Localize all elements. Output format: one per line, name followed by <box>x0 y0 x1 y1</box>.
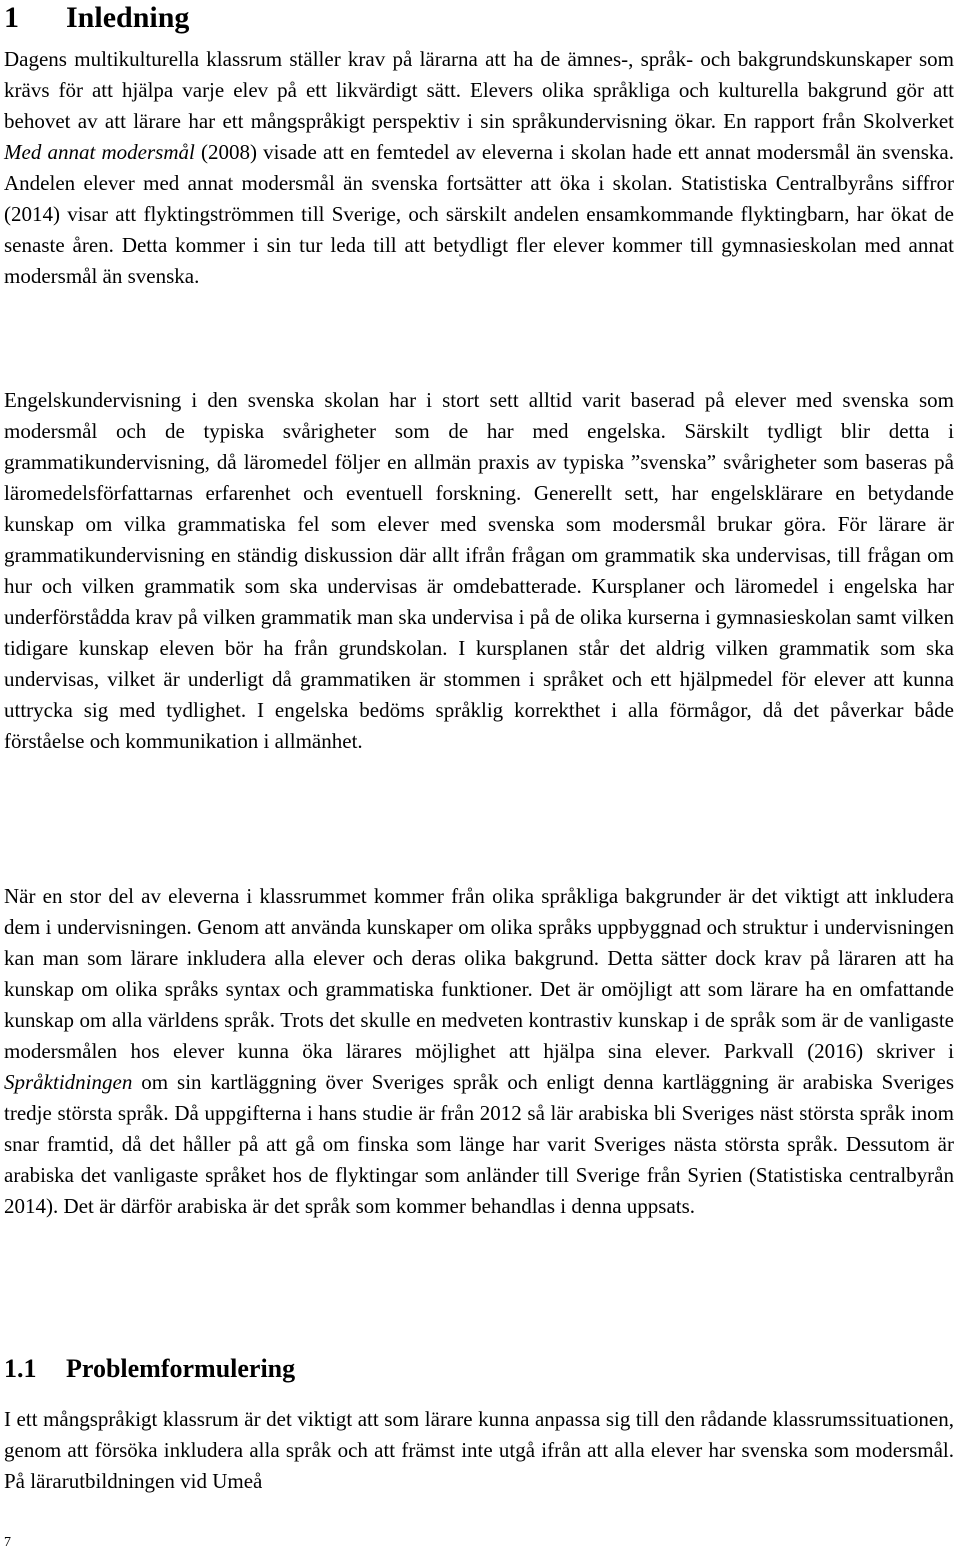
section-title: Inledning <box>66 1 190 34</box>
paragraph-text-run: Engelskundervisning i den svenska skolan har i stort sett alltid varit baserad på elever med svenska som modersmål och de typiska svårigheter som de har med engelska. Särskilt tydligt blir detta i grammatikundervisning, då läromedel följer en allmän praxis av typiska ”svenska” svårigheter som baseras på läromedelsförfattarnas erfarenhet och eventuell forskning. Generellt sett, har engelsklärare en betydande kunskap om vilka grammatiska fel som elever med svenska som modersmål brukar göra. För lärare är grammatikundervisning en ständig diskussion där allt ifrån frågan om grammatik ska undervisas, till frågan om hur och vilken grammatik som ska undervisas är omdebatterade. Kursplaner och läromedel i engelska har underförstådda krav på vilken grammatik man ska undervisa i på de olika kurserna i gymnasieskolan samt vilken tidigare kunskap eleven bör ha från grundskolan. I kursplanen står det aldrig vilken grammatik som ska undervisas, vilket är underligt då grammatiken är stommen i språket och ett hjälpmedel för elever att kunna uttrycka sig med tydlighet. I engelska bedöms språklig korrekthet i alla förmågor, då det påverkar både förståelse och kommunikation i allmänhet. <box>4 388 954 753</box>
paragraph-problemformulering: I ett mångspråkigt klassrum är det viktigt att som lärare kunna anpassa sig till den rådande klassrumssituationen, genom att försöka inkludera alla språk och att främst inte utgå ifrån att alla elever har svenska som modersmål. På lärarutbildningen vid Umeå <box>4 1407 954 1493</box>
subsection-number: 1.1 <box>4 1354 37 1383</box>
section-number: 1 <box>4 1 19 34</box>
paragraph-text-run: (2008) visade att en femtedel av eleverna i skolan hade ett annat modersmål än svenska. Andelen elever med annat modersmål än svenska fortsätter att öka i skolan. Statistiska Centralbyråns siffror (2014) visar att flyktingströmmen till Sverige, och särskilt andelen ensamkommande flyktingbarn, har ökat de senaste åren. Detta kommer i sin tur leda till att betydligt fler elever kommer till gymnasieskolan med annat modersmål än svenska. <box>4 140 954 288</box>
subsection-heading <box>4 1353 295 1385</box>
italic-title-text: Med annat modersmål <box>4 140 195 164</box>
paragraph-text-run: När en stor del av eleverna i klassrummet kommer från olika språkliga bakgrunder är det viktigt att inkludera dem i undervisningen. Genom att använda kunskaper om olika språks uppbyggnad och struktur i undervisningen kan man som lärare inkludera alla elever och deras olika bakgrund. Detta sätter dock krav på läraren att ha kunskap om olika språks syntax och grammatiska funktioner. Det är omöjligt att som lärare ha en omfattande kunskap om alla världens språk. Trots det skulle en medveten kontrastiv kunskap i de språk som är de vanligaste modersmålen hos elever kunna öka lärares möjlighet att hjälpa sina elever. Parkvall (2016) skriver i <box>4 884 954 1063</box>
page-number: 7 <box>4 1535 11 1550</box>
paragraph-1 <box>4 44 954 292</box>
paragraph-text-run: om sin kartläggning över Sveriges språk och enligt denna kartläggning är arabiska Sveriges tredje största språk. Då uppgifterna i hans studie är från 2012 så lär arabiska bli Sveriges näst största språk inom snar framtid, då det håller på att gå om finska som länge har varit Sveriges nästa största språk. Dessutom är arabiska det vanligaste språket hos de flyktingar som anländer till Sverige från Syrien (Statistiska centralbyrån 2014). Det är därför arabiska är det språk som kommer behandlas i denna uppsats. <box>4 1070 954 1218</box>
subsection-title: Problemformulering <box>66 1354 296 1383</box>
section-heading <box>4 0 189 36</box>
paragraph-text-run: Dagens multikulturella klassrum ställer krav på lärarna att ha de ämnes-, språk- och bakgrundskunskaper som krävs för att hjälpa varje elev på ett likvärdigt sätt. Elevers olika språkliga och kulturella bakgrund gör att behovet av att lärare har ett mångspråkigt perspektiv i sin språkundervisning ökar. En rapport från Skolverket <box>4 47 954 133</box>
paragraph-3 <box>4 881 954 1222</box>
paragraph-2 <box>4 385 954 757</box>
italic-title-text: Språktidningen <box>4 1070 133 1094</box>
